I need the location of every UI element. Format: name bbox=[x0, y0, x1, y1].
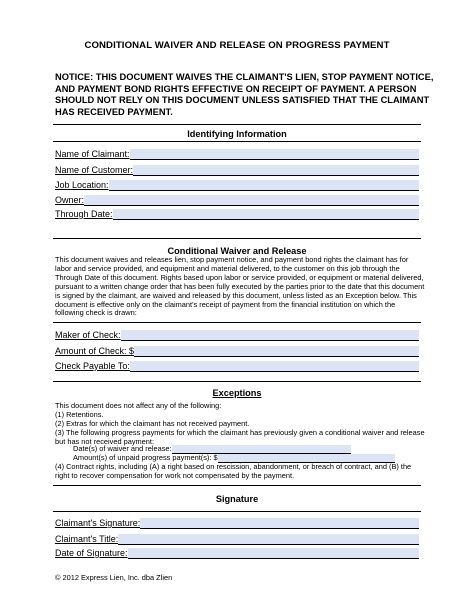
waiver-dates-label: Date(s) of waiver and release: bbox=[73, 444, 172, 454]
owner-row bbox=[55, 194, 419, 206]
maker-of-check-label: Maker of Check: bbox=[55, 330, 121, 340]
exceptions-intro: This document does not affect any of the following: bbox=[55, 401, 222, 410]
claimant-title-row bbox=[55, 533, 419, 545]
signature-heading-rule bbox=[53, 511, 421, 512]
claimant-title-field[interactable] bbox=[118, 534, 419, 545]
amount-of-check-field[interactable] bbox=[134, 346, 419, 357]
amount-of-check-label: Amount of Check: $ bbox=[55, 346, 135, 356]
exception-item-1: (1) Retentions. bbox=[55, 410, 104, 419]
exception-item-4: (4) Contract rights, including (A) a right based on rescission, abandonment, or breach of contract, and (B) the right to recover compensation for work not compensated by the payment. bbox=[55, 462, 412, 480]
amount-of-check-row bbox=[55, 345, 419, 357]
identifying-section-heading bbox=[53, 124, 421, 137]
through-date-field[interactable] bbox=[113, 209, 419, 220]
unpaid-amounts-label: Amount(s) of unpaid progress payment(s): $ bbox=[73, 453, 218, 463]
job-location-label: Job Location: bbox=[55, 180, 109, 190]
identifying-rule bbox=[53, 141, 421, 142]
customer-name-label: Name of Customer: bbox=[55, 165, 134, 175]
signature-heading-text: Signature bbox=[215, 494, 259, 504]
document-title: CONDITIONAL WAIVER AND RELEASE ON PROGRESS PAYMENT bbox=[84, 40, 390, 51]
waiver-body-text: This document waives and releases lien, stop payment notice, and payment bond rights the claimant has for labor and service provided, and equipment and material delivered, to the customer on this job through the Through Date of this document. Rights based upon labor or service provided, or equipment or material delivered, pursuant to a written change order that has been fully executed by the parties prior to the date that this document is signed by the claimant, are waived and released by this document, unless listed as an Exception below. This document is effective only on the claimant's receipt of payment from the financial institution on which the following check is drawn: bbox=[55, 255, 425, 318]
claimant-title-label: Claimant's Title: bbox=[55, 534, 119, 544]
claimant-name-row bbox=[55, 148, 419, 160]
notice-text: NOTICE: THIS DOCUMENT WAIVES THE CLAIMANT'S LIEN, STOP PAYMENT NOTICE, AND PAYMENT BOND RIGHTS EFFECTIVE ON RECEIPT OF PAYMENT. A PERSON SHOULD NOT RELY ON THIS DOCUMENT UNLESS SATISFIED THAT THE CLAIMANT HAS RECEIVED PAYMENT. bbox=[55, 72, 434, 117]
job-location-row bbox=[55, 179, 419, 191]
owner-label: Owner: bbox=[55, 195, 85, 205]
check-payable-to-row bbox=[55, 360, 419, 372]
date-of-signature-field[interactable] bbox=[128, 548, 419, 559]
maker-of-check-field[interactable] bbox=[121, 330, 419, 341]
customer-name-field[interactable] bbox=[133, 165, 419, 176]
through-date-row bbox=[55, 208, 419, 220]
job-location-field[interactable] bbox=[109, 180, 419, 191]
identifying-heading-text: Identifying Information bbox=[187, 129, 287, 139]
check-payable-to-field[interactable] bbox=[130, 361, 419, 372]
check-payable-to-label: Check Payable To: bbox=[55, 361, 130, 371]
claimant-signature-row bbox=[55, 517, 419, 529]
maker-of-check-row bbox=[55, 329, 419, 341]
exception-item-2: (2) Extras for which the claimant has not received payment. bbox=[55, 419, 250, 428]
copyright-footer: © 2012 Express Lien, Inc. dba Zlien bbox=[55, 573, 173, 582]
exceptions-section-heading bbox=[53, 381, 421, 398]
waiver-body-rule bbox=[53, 322, 421, 323]
claimant-name-label: Name of Claimant: bbox=[55, 149, 130, 159]
waiver-heading-text: Conditional Waiver and Release bbox=[167, 246, 307, 256]
owner-field[interactable] bbox=[84, 195, 419, 206]
claimant-signature-field[interactable] bbox=[140, 518, 419, 529]
signature-section-heading bbox=[53, 494, 421, 506]
waiver-rule bbox=[53, 238, 421, 239]
customer-name-row bbox=[55, 164, 419, 176]
exception-item-3: (3) The following progress payments for which the claimant has previously given a conditional waiver and release but has not received payment: bbox=[55, 428, 425, 446]
claimant-signature-label: Claimant's Signature: bbox=[55, 518, 141, 528]
claimant-name-field[interactable] bbox=[130, 149, 419, 160]
exceptions-heading-text: Exceptions bbox=[212, 388, 262, 398]
through-date-label: Through Date: bbox=[55, 209, 113, 219]
date-of-signature-label: Date of Signature: bbox=[55, 548, 128, 558]
signature-rule bbox=[53, 485, 421, 486]
date-of-signature-row bbox=[55, 547, 419, 559]
